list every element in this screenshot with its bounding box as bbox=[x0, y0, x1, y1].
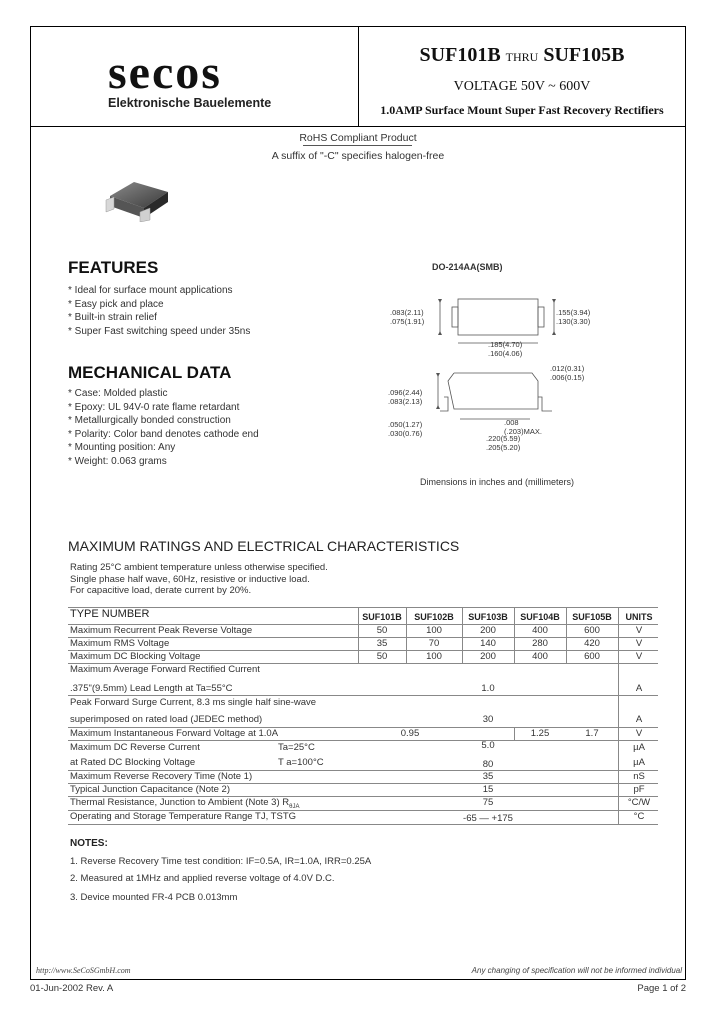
row-label: Maximum Average Forward Rectified Current bbox=[70, 664, 260, 675]
dim-label: .050(1.27) .030(0.76) bbox=[388, 420, 423, 438]
footer-date: 01-Jun-2002 Rev. A bbox=[30, 983, 114, 994]
title-thru: THRU bbox=[505, 50, 539, 64]
row-label: Maximum Instantaneous Forward Voltage at 1.0A bbox=[70, 728, 279, 739]
col-header: SUF102B bbox=[414, 612, 454, 622]
col-header: SUF103B bbox=[468, 612, 508, 622]
title-part2: SUF105B bbox=[543, 44, 625, 66]
page-frame bbox=[30, 26, 686, 980]
company-name: Elektronische Bauelemente bbox=[108, 96, 272, 110]
table-cell: pF bbox=[633, 784, 645, 795]
row-label: Thermal Resistance, Junction to Ambient (Note 3) $R_{\theta JA}$ bbox=[70, 797, 300, 810]
footer-disclaimer: Any changing of specification will not be informed individual bbox=[471, 966, 682, 975]
table-cell: 5.0 bbox=[481, 740, 495, 751]
table-cell: 50 bbox=[376, 625, 388, 636]
table-cell: °C bbox=[633, 811, 645, 822]
table-cell: µA bbox=[633, 742, 645, 753]
table-cell: 280 bbox=[532, 638, 548, 649]
page-title bbox=[358, 44, 686, 67]
table-cell: 1.0 bbox=[481, 683, 495, 694]
row-label: Typical Junction Capacitance (Note 2) bbox=[70, 784, 230, 795]
table-cell: 1.7 bbox=[585, 728, 599, 739]
features-title: FEATURES bbox=[68, 258, 159, 277]
table-cell: 70 bbox=[428, 638, 440, 649]
dim-label: .012(0.31) .006(0.15) bbox=[550, 364, 585, 382]
table-cell: 400 bbox=[532, 651, 548, 662]
row-condition: Ta=25°C bbox=[278, 742, 315, 753]
row-label: Maximum DC Reverse Current bbox=[70, 742, 200, 753]
table-cell: µA bbox=[633, 757, 645, 768]
notes-title: NOTES: bbox=[70, 838, 108, 849]
list-item: * Ideal for surface mount applications bbox=[68, 285, 233, 296]
mechanical-list bbox=[68, 387, 259, 468]
table-cell: 0.95 bbox=[400, 728, 420, 739]
table-cell: 15 bbox=[482, 784, 494, 795]
package-name: DO-214AA(SMB) bbox=[432, 262, 503, 272]
table-cell: 100 bbox=[426, 651, 442, 662]
row-label: Operating and Storage Temperature Range TJ, TSTG bbox=[70, 811, 297, 822]
row-label: Maximum DC Blocking Voltage bbox=[70, 651, 201, 662]
table-cell: 50 bbox=[376, 651, 388, 662]
note-item: 3. Device mounted FR-4 PCB 0.013mm bbox=[70, 892, 238, 903]
table-cell: A bbox=[635, 683, 643, 694]
table-cell: 200 bbox=[480, 625, 496, 636]
company-logo: secos bbox=[108, 46, 222, 99]
col-header: UNITS bbox=[625, 612, 653, 622]
list-item: * Epoxy: UL 94V-0 rate flame retardant bbox=[68, 401, 240, 413]
col-header: SUF101B bbox=[362, 612, 402, 622]
list-item: * Case: Molded plastic bbox=[68, 388, 168, 399]
list-item: * Weight: 0.063 grams bbox=[68, 455, 167, 467]
table-cell: V bbox=[635, 728, 643, 739]
table-rule bbox=[68, 607, 658, 608]
ratings-title: MAXIMUM RATINGS AND ELECTRICAL CHARACTERISTICS bbox=[68, 538, 460, 554]
footer-rule bbox=[30, 979, 686, 980]
col-header: SUF105B bbox=[572, 612, 612, 622]
col-header: SUF104B bbox=[520, 612, 560, 622]
table-cell: 420 bbox=[584, 638, 600, 649]
list-item: * Polarity: Color band denotes cathode end bbox=[68, 428, 259, 440]
table-cell: 140 bbox=[480, 638, 496, 649]
table-cell: 100 bbox=[426, 625, 442, 636]
table-cell: V bbox=[635, 638, 643, 649]
table-cell: A bbox=[635, 714, 643, 725]
product-subtitle: 1.0AMP Surface Mount Super Fast Recovery Rectifiers bbox=[380, 103, 664, 117]
table-cell: 400 bbox=[532, 625, 548, 636]
note-item: 1. Reverse Recovery Time test condition: IF=0.5A, IR=1.0A, IRR=0.25A bbox=[70, 856, 372, 867]
ratings-notes: Rating 25°C ambient temperature unless otherwise specified. Single phase half wave, 60Hz, resistive or inductive load. For capacitive load, derate current by 20%. bbox=[70, 562, 328, 596]
list-item: * Super Fast switching speed under 35ns bbox=[68, 325, 251, 337]
rohs-line: RoHS Compliant Product bbox=[299, 132, 417, 144]
table-cell: 200 bbox=[480, 651, 496, 662]
component-image bbox=[104, 178, 174, 222]
dim-label: .185(4.70) .160(4.06) bbox=[488, 340, 523, 358]
table-cell: 80 bbox=[482, 759, 494, 770]
table-rule bbox=[68, 824, 658, 825]
table-cell: 30 bbox=[482, 714, 494, 725]
footer-page: Page 1 of 2 bbox=[637, 983, 686, 994]
table-cell: V bbox=[635, 651, 643, 662]
voltage-range: VOLTAGE 50V ~ 600V bbox=[453, 79, 591, 94]
table-cell: 75 bbox=[482, 797, 494, 808]
row-label: Maximum RMS Voltage bbox=[70, 638, 170, 649]
table-cell: 35 bbox=[482, 771, 494, 782]
features-list bbox=[68, 284, 250, 338]
dim-label: .155(3.94) .130(3.30) bbox=[556, 308, 591, 326]
dim-label: .083(2.11) .075(1.91) bbox=[390, 308, 425, 326]
type-number-header: TYPE NUMBER bbox=[70, 608, 150, 620]
row-label: Maximum Reverse Recovery Time (Note 1) bbox=[70, 771, 253, 782]
row-label: superimposed on rated load (JEDEC method) bbox=[70, 714, 263, 725]
row-condition: T a=100°C bbox=[278, 757, 324, 768]
table-cell: 600 bbox=[584, 651, 600, 662]
header-divider-horizontal bbox=[30, 126, 686, 127]
title-part1: SUF101B bbox=[419, 44, 501, 66]
list-item: * Metallurgically bonded construction bbox=[68, 415, 231, 426]
table-cell: V bbox=[635, 625, 643, 636]
table-rule bbox=[68, 695, 658, 696]
list-item: * Mounting position: Any bbox=[68, 442, 176, 453]
dim-label: .008 (.203)MAX. bbox=[504, 418, 542, 436]
table-cell: 35 bbox=[376, 638, 388, 649]
row-label: .375"(9.5mm) Lead Length at Ta=55°C bbox=[70, 683, 233, 694]
mechanical-title: MECHANICAL DATA bbox=[68, 363, 232, 382]
list-item: * Built-in strain relief bbox=[68, 312, 157, 323]
table-cell: nS bbox=[633, 771, 645, 782]
row-label: Maximum Recurrent Peak Reverse Voltage bbox=[70, 625, 253, 636]
dim-label: .220(5.59) .205(5.20) bbox=[486, 434, 521, 452]
table-cell: 600 bbox=[584, 625, 600, 636]
diagram-caption: Dimensions in inches and (millimeters) bbox=[420, 477, 575, 487]
row-label: at Rated DC Blocking Voltage bbox=[70, 757, 196, 768]
table-cell: -65 — +175 bbox=[463, 813, 513, 824]
table-cell: °C/W bbox=[627, 797, 651, 808]
footer-url[interactable]: http://www.SeCoSGmbH.com bbox=[36, 966, 131, 975]
rohs-underline bbox=[303, 145, 412, 146]
row-label: Peak Forward Surge Current, 8.3 ms single half sine-wave bbox=[70, 697, 317, 708]
dim-label: .096(2.44) .083(2.13) bbox=[388, 388, 423, 406]
list-item: * Easy pick and place bbox=[68, 298, 164, 310]
note-item: 2. Measured at 1MHz and applied reverse voltage of 4.0V D.C. bbox=[70, 873, 335, 884]
table-cell: 1.25 bbox=[530, 728, 550, 739]
halogen-free-line: A suffix of "-C" specifies halogen-free bbox=[271, 150, 445, 162]
